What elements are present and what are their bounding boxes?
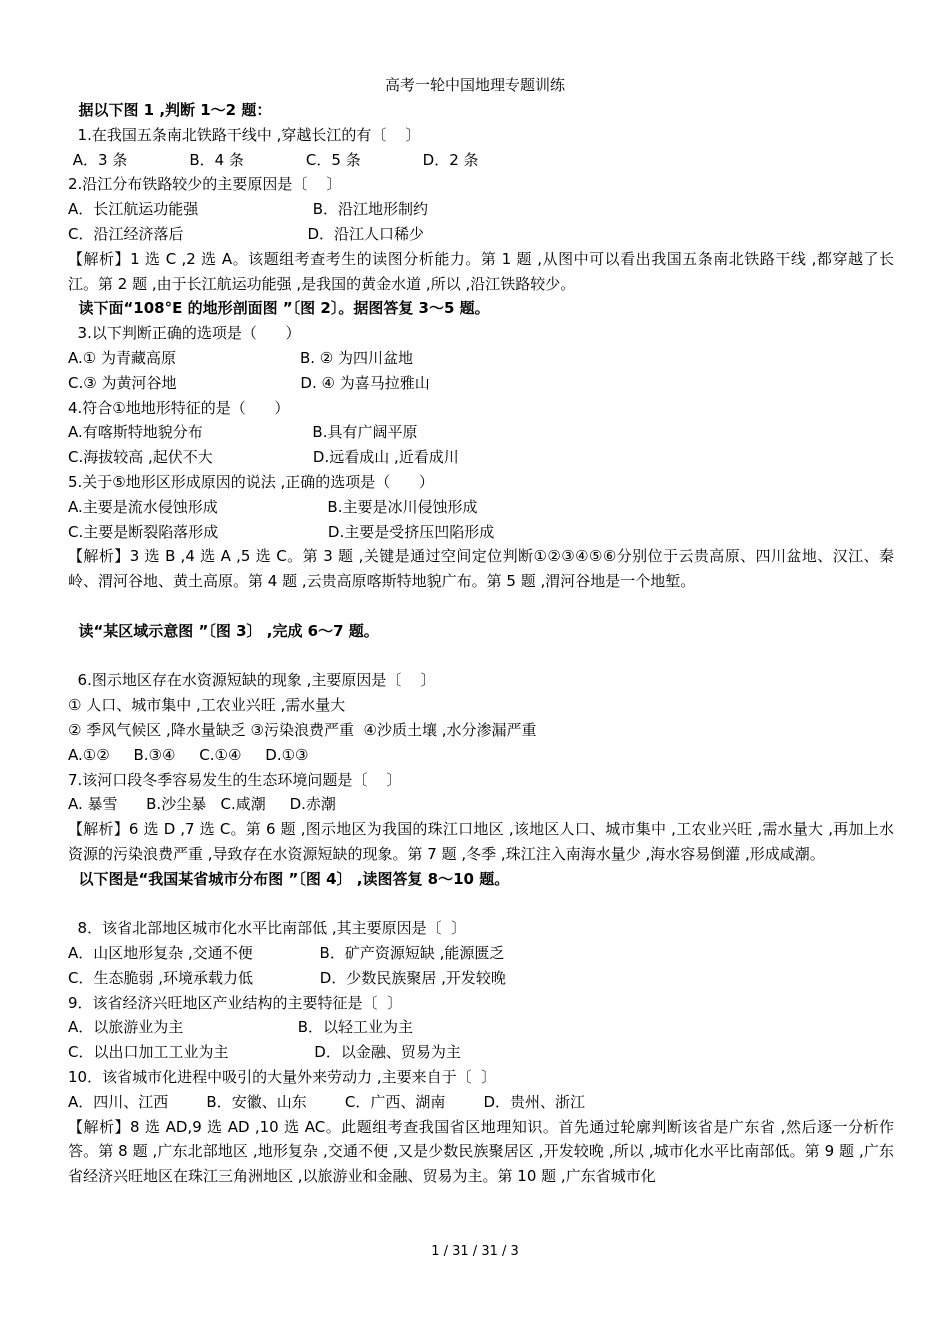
section-heading: 以下图是“我国某省城市分布图 ”〔图 4〕 ,读图答复 8～10 题。 xyxy=(68,869,510,888)
analysis-paragraph: 【解析】3 选 B ,4 选 A ,5 选 C。第 3 题 ,关键是通过空间定位判断①②③④⑤⑥分别位于云贵高原、四川盆地、汉江、秦岭、渭河谷地、黄土高原。第 4 题 ,云贵高原喀斯特地貌广布。第 5 题 ,渭河谷地是一个地堑。 xyxy=(68,547,894,591)
text-line: 10．该省城市化进程中吸引的大量外来劳动力 ,主要来自于〔 〕 xyxy=(68,1068,497,1087)
text-line: ② 季风气候区 ,降水量缺乏 ③污染浪费严重 ④沙质土壤 ,水分渗漏严重 xyxy=(68,720,537,739)
section-heading: 据以下图 1 ,判断 1～2 题： xyxy=(68,101,272,119)
page-number: 1 / 31 / 31 / 3 xyxy=(431,1244,519,1259)
text-line: A.有喀斯特地貌分布 B.具有广阔平原 xyxy=(68,423,418,442)
analysis-paragraph: 【解析】6 选 D ,7 选 C。第 6 题 ,图示地区为我国的珠江口地区 ,该地区人口、城市集中 ,工农业兴旺 ,需水量大 ,再加上水资源的污染浪费严重 ,导致存在水资源短缺的现象。第 7 题 ,冬季 ,珠江注入南海水量少 ,海水容易倒灌 ,形成咸潮。 xyxy=(68,820,894,863)
text-line: A．长江航运功能强 B．沿江地形制约 xyxy=(68,200,428,219)
analysis-paragraph: 【解析】8 选 AD,9 选 AD ,10 选 AC。此题组考查我国省区地理知识。首先通过轮廓判断该省是广东省 ,然后逐一分析作答。第 8 题 ,广东北部地区 ,地形复杂 ,交通不便 ,又是少数民族聚居区 ,开发较晚 ,所以 ,城市化水平比南部低。第 9 题 ,广东省经济兴旺地区在珠江三角洲地区 ,以旅游业和金融、贸易为主。第 10 题 ,广东省城市化 xyxy=(68,1117,894,1186)
text-line: A．山区地形复杂 ,交通不便 B．矿产资源短缺 ,能源匮乏 xyxy=(68,944,505,963)
text-line: C.海拔较高 ,起伏不大 D.远看成山 ,近看成川 xyxy=(68,448,459,467)
document-title: 高考一轮中国地理专题训练 xyxy=(384,76,565,94)
text-line xyxy=(68,644,894,669)
text-line: A．四川、江西 B．安徽、山东 C．广西、湖南 D．贵州、浙江 xyxy=(68,1092,586,1111)
text-line: 3.以下判断正确的选项是（ ） xyxy=(68,324,301,343)
text-line: A．以旅游业为主 B．以轻工业为主 xyxy=(68,1018,413,1037)
text-line: A．3 条 B．4 条 C．5 条 D．2 条 xyxy=(68,150,479,169)
text-line: A.①② B.③④ C.①④ D.①③ xyxy=(68,745,309,764)
section-heading: 读下面“108°E 的地形剖面图 ”〔图 2〕。据图答复 3～5 题。 xyxy=(68,299,490,318)
text-line xyxy=(68,594,894,619)
text-line: C.主要是断裂陷落形成 D.主要是受挤压凹陷形成 xyxy=(68,522,495,541)
text-line: 4.符合①地地形特征的是（ ） xyxy=(68,398,290,417)
text-line: 2.沿江分布铁路较少的主要原因是〔 〕 xyxy=(68,175,342,194)
text-line: A.① 为青藏高原 B. ② 为四川盆地 xyxy=(68,348,413,367)
text-line: ① 人口、城市集中 ,工农业兴旺 ,需水量大 xyxy=(68,696,346,715)
text-line: C．生态脆弱 ,环境承载力低 D．少数民族聚居 ,开发较晚 xyxy=(68,968,506,987)
text-line xyxy=(68,892,894,917)
section-heading: 读“某区域示意图 ”〔图 3〕 ,完成 6～7 题。 xyxy=(68,621,379,640)
text-line: 1.在我国五条南北铁路干线中 ,穿越长江的有〔 〕 xyxy=(68,125,421,144)
text-line: C．以出口加工工业为主 D．以金融、贸易为主 xyxy=(68,1043,461,1062)
analysis-paragraph: 【解析】1 选 C ,2 选 A。该题组考查考生的读图分析能力。第 1 题 ,从图中可以看出我国五条南北铁路干线 ,都穿越了长江。第 2 题 ,由于长江航运功能强 ,是我国的黄金水道 ,所以 ,沿江铁路较少。 xyxy=(68,249,894,293)
text-line: 8．该省北部地区城市化水平比南部低 ,其主要原因是〔 〕 xyxy=(68,919,467,938)
text-line: 6.图示地区存在水资源短缺的现象 ,主要原因是〔 〕 xyxy=(68,671,436,690)
text-line: 7.该河口段冬季容易发生的生态环境问题是〔 〕 xyxy=(68,770,402,789)
text-line: A. 暴雪 B.沙尘暴 C.咸潮 D.赤潮 xyxy=(68,795,336,814)
document-body xyxy=(68,98,894,1189)
text-line: A.主要是流水侵蚀形成 B.主要是冰川侵蚀形成 xyxy=(68,497,478,516)
text-line: 5.关于⑤地形区形成原因的说法 ,正确的选项是（ ） xyxy=(68,472,434,491)
text-line: C．沿江经济落后 D．沿江人口稀少 xyxy=(68,224,424,243)
text-line: C.③ 为黄河谷地 D. ④ 为喜马拉雅山 xyxy=(68,373,430,392)
text-line: 9．该省经济兴旺地区产业结构的主要特征是〔 〕 xyxy=(68,993,403,1012)
